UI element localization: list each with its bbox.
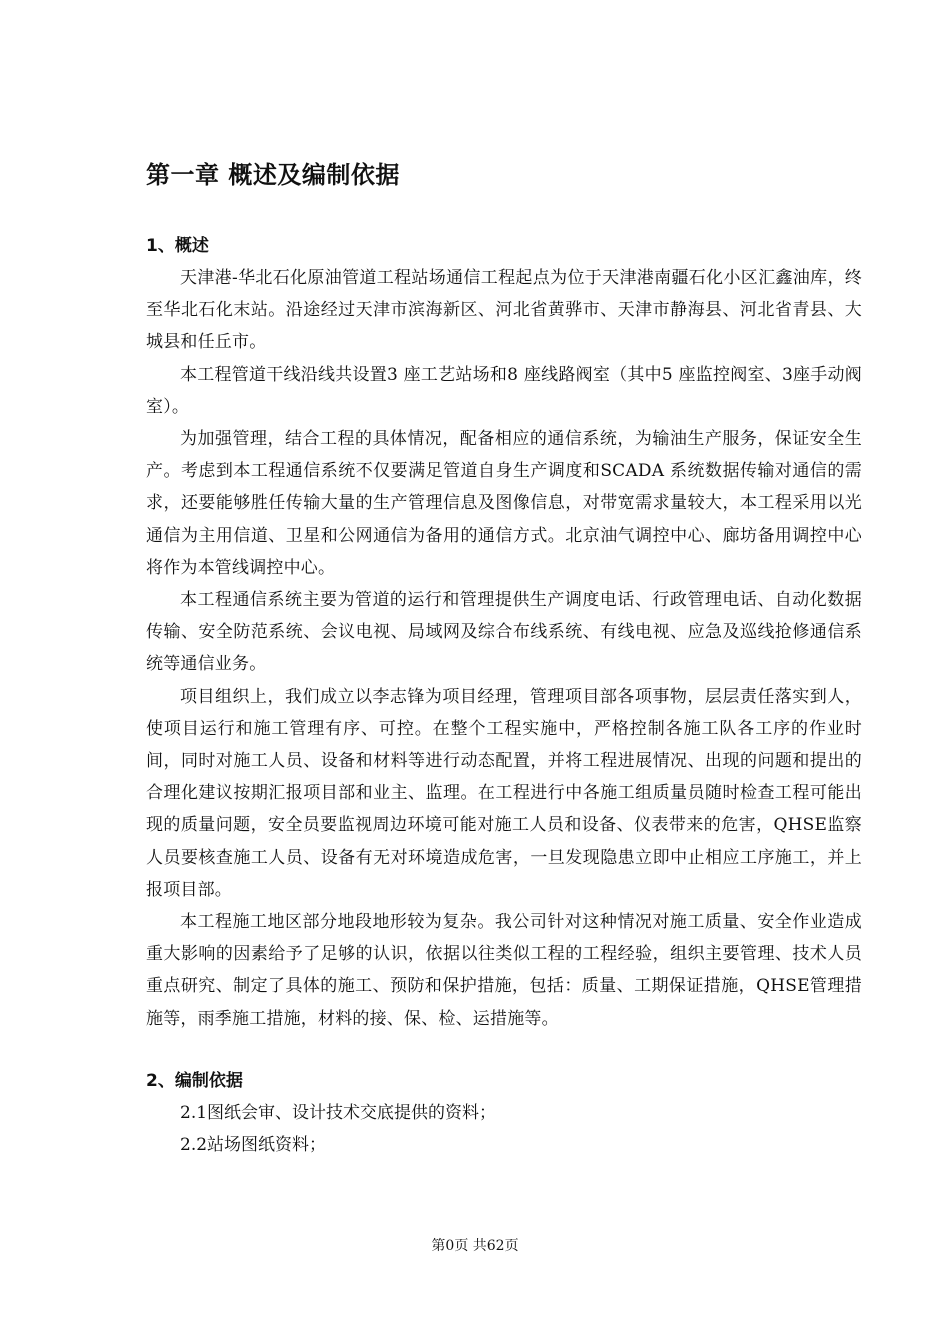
overview-paragraph-2: 本工程管道干线沿线共设置3 座工艺站场和8 座线路阀室（其中5 座监控阀室、3座手动阀室）。 xyxy=(146,364,862,417)
chapter-title: 第一章 概述及编制依据 xyxy=(146,161,400,189)
page-footer: 第0页 共62页 xyxy=(431,1238,519,1254)
overview-paragraph-6: 本工程施工地区部分地段地形较为复杂。我公司针对这种情况对施工质量、安全作业造成重大影响的因素给予了足够的认识，依据以往类似工程的工程经验，组织主要管理、技术人员重点研究、制定了具体的施工、预防和保护措施，包括：质量、工期保证措施，QHSE管理措施等，雨季施工措施，材料的接、保、检、运措施等。 xyxy=(146,912,862,1029)
overview-paragraph-5: 项目组织上，我们成立以李志锋为项目经理，管理项目部各项事物，层层责任落实到人，使项目运行和施工管理有序、可控。在整个工程实施中，严格控制各施工队各工序的作业时间，同时对施工人员、设备和材料等进行动态配置，并将工程进展情况、出现的问题和提出的合理化建议按期汇报项目部和业主、监理。在工程进行中各施工组质量员随时检查工程可能出现的质量问题，安全员要监视周边环境可能对施工人员和设备、仪表带来的危害，QHSE监察人员要核查施工人员、设备有无对环境造成危害，一旦发现隐患立即中止相应工序施工，并上报项目部。 xyxy=(146,686,862,900)
overview-paragraph-1: 天津港-华北石化原油管道工程站场通信工程起点为位于天津港南疆石化小区汇鑫油库，终至华北石化末站。沿途经过天津市滨海新区、河北省黄骅市、天津市静海县、河北省青县、大城县和任丘市。 xyxy=(146,268,862,353)
overview-paragraph-3: 为加强管理，结合工程的具体情况，配备相应的通信系统，为输油生产服务，保证安全生产。考虑到本工程通信系统不仅要满足管道自身生产调度和SCADA 系统数据传输对通信的需求，还要能够胜任传输大量的生产管理信息及图像信息，对带宽需求量较大，本工程采用以光通信为主用信道、卫星和公网通信为备用的通信方式。北京油气调控中心、廊坊备用调控中心将作为本管线调控中心。 xyxy=(146,429,862,578)
overview-paragraph-4: 本工程通信系统主要为管道的运行和管理提供生产调度电话、行政管理电话、自动化数据传输、安全防范系统、会议电视、局域网及综合布线系统、有线电视、应急及巡线抢修通信系统等通信业务。 xyxy=(146,590,862,675)
page-content xyxy=(146,156,862,1161)
basis-item-1: 2.1图纸会审、设计技术交底提供的资料； xyxy=(180,1102,497,1123)
section-title-overview: 1、概述 xyxy=(146,236,209,256)
basis-item-2: 2.2站场图纸资料； xyxy=(180,1135,327,1156)
section-title-basis: 2、编制依据 xyxy=(146,1070,243,1091)
